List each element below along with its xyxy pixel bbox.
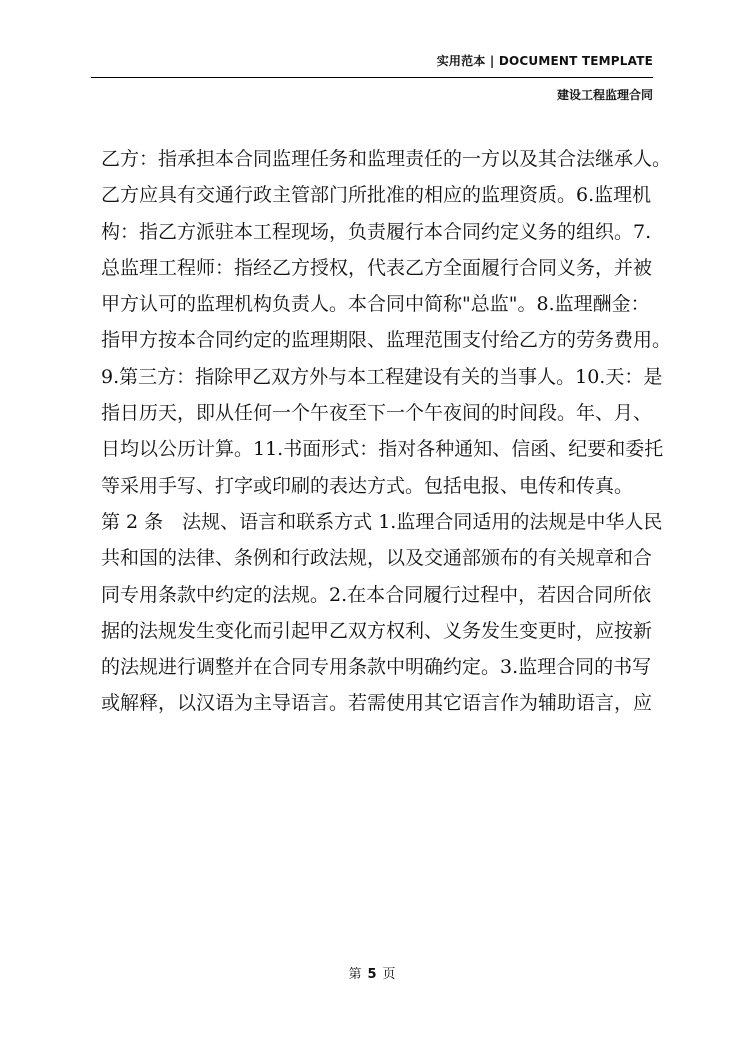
text-line: 或解释，以汉语为主导语言。若需使用其它语言作为辅助语言，应 <box>101 692 653 715</box>
text-line: 共和国的法律、条例和行政法规，以及交通部颁布的有关规章和合 <box>101 547 653 570</box>
text-line: 日均以公历计算。11.书面形式：指对各种通知、信函、纪要和委托 <box>101 438 664 461</box>
text-line: 构：指乙方派驻本工程现场，负责履行本合同约定义务的组织。7. <box>101 220 652 243</box>
page-number: 5 <box>367 967 377 982</box>
text-line: 等采用手写、打字或印刷的表达方式。包括电报、电传和传真。 <box>101 474 634 497</box>
header-title: 实用范本 | DOCUMENT TEMPLATE <box>436 54 653 68</box>
document-title: 建设工程监理合同 <box>556 88 653 102</box>
text-line: 据的法规发生变化而引起甲乙双方权利、义务发生变更时，应按新 <box>101 619 653 642</box>
text-line: 同专用条款中约定的法规。2.在本合同履行过程中，若因合同所依 <box>101 583 652 606</box>
text-line: 第 2 条 法规、语言和联系方式 1.监理合同适用的法规是中华人民 <box>101 510 663 533</box>
text-line: 甲方认可的监理机构负责人。本合同中简称"总监"。8.监理酬金： <box>101 293 650 316</box>
page-number-suffix: 页 <box>382 967 396 982</box>
text-line: 乙方：指承担本合同监理任务和监理责任的一方以及其合法继承人。 <box>101 148 672 170</box>
text-line: 乙方应具有交通行政主管部门所批准的相应的监理资质。6.监理机 <box>101 184 652 207</box>
text-line: 总监理工程师：指经乙方授权，代表乙方全面履行合同义务，并被 <box>101 256 653 279</box>
text-line: 指甲方按本合同约定的监理期限、监理范围支付给乙方的劳务费用。 <box>101 329 672 352</box>
page-number-prefix: 第 <box>348 967 362 982</box>
body-text <box>101 141 672 722</box>
text-line: 指日历天，即从任何一个午夜至下一个午夜间的时间段。年、月、 <box>101 402 653 425</box>
header-divider <box>91 77 653 78</box>
text-line: 9.第三方：指除甲乙双方外与本工程建设有关的当事人。10.天：是 <box>101 365 663 388</box>
page-footer <box>0 963 744 982</box>
text-line: 的法规进行调整并在合同专用条款中明确约定。3.监理合同的书写 <box>101 656 652 679</box>
